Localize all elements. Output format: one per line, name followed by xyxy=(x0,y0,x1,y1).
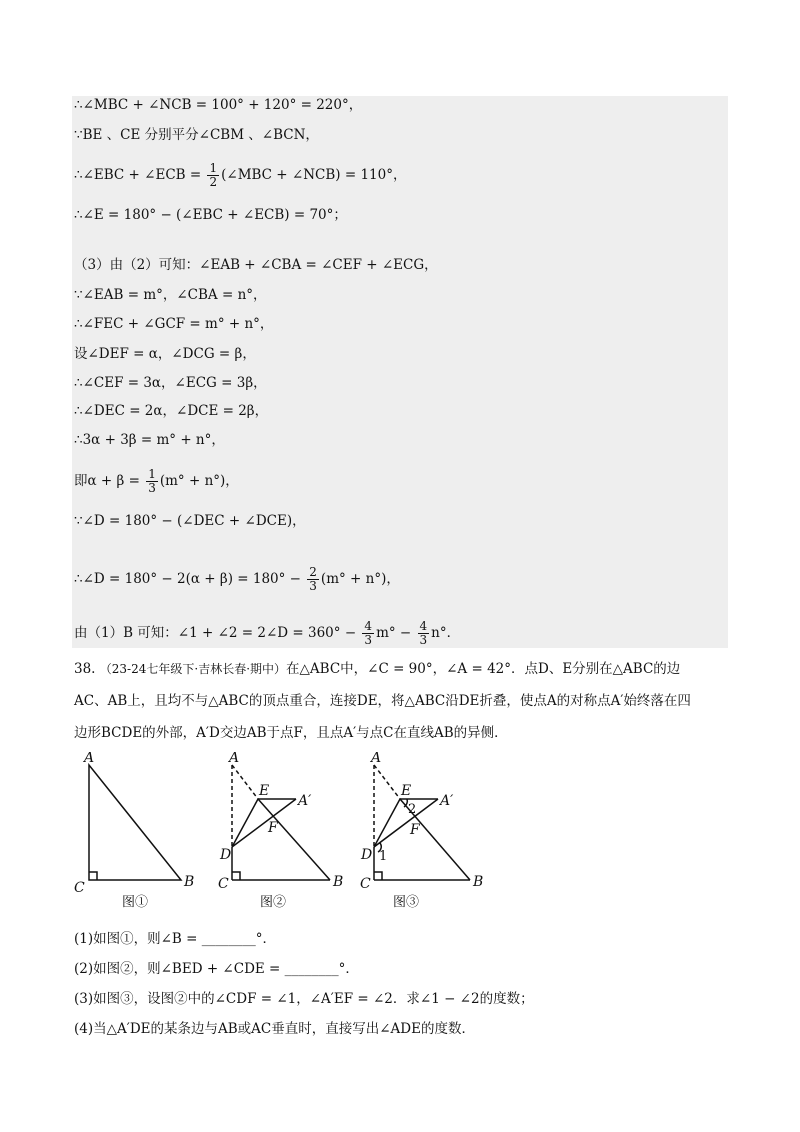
solution-line: ∵∠D = 180° − (∠DEC + ∠DCE)， xyxy=(74,513,306,529)
solution-line: 设∠DEF = α，∠DCG = β， xyxy=(74,346,256,362)
sub-question-1: (1)如图①，则∠B = ________°． xyxy=(74,931,276,947)
right-angle-mark xyxy=(232,872,240,880)
solution-line-text: m° − xyxy=(376,625,416,641)
solution-line-text: n°． xyxy=(431,625,461,641)
fraction: $\frac{4}{3}$ xyxy=(419,619,428,647)
fraction: $\frac{4}{3}$ xyxy=(364,619,373,647)
segment-eb xyxy=(258,799,330,880)
label-b: B xyxy=(333,874,344,890)
question-line: AC、AB上，且均不与△ABC的顶点重合，连接DE，将△ABC沿DE折叠，使点A的对称点A′始终落在四 xyxy=(74,693,691,709)
label-f: F xyxy=(268,820,278,836)
caption-fig3: 图③ xyxy=(393,895,420,910)
solution-line: ∴∠E = 180° − (∠EBC + ∠ECB) = 70°； xyxy=(74,207,347,223)
label-e: E xyxy=(401,783,412,799)
solution-line xyxy=(74,162,406,189)
question-line xyxy=(74,660,680,678)
label-b: B xyxy=(184,874,195,890)
solution-line-text: ∴∠D = 180° − 2(α + β) = 180° − xyxy=(74,571,306,587)
label-a: A xyxy=(84,752,95,766)
label-e: E xyxy=(259,783,270,799)
sub-question-3: (3)如图③，设图②中的∠CDF = ∠1，∠A′EF = ∠2．求∠1 − ∠2的度数； xyxy=(74,991,534,1007)
solution-line: （3）由（2）可知：∠EAB + ∠CBA = ∠CEF + ∠ECG， xyxy=(74,257,438,273)
label-angle-1: 1 xyxy=(379,849,388,864)
label-c: C xyxy=(74,880,85,896)
right-angle-mark xyxy=(89,872,97,880)
fold-dashed-ae xyxy=(374,765,400,799)
label-a: A xyxy=(229,752,240,766)
solution-line: ∵BE 、CE 分别平分∠CBM 、∠BCN， xyxy=(74,127,319,143)
solution-line xyxy=(74,620,460,647)
solution-line: ∴∠CEF = 3α，∠ECG = 3β， xyxy=(74,375,267,391)
label-a-prime: A′ xyxy=(298,793,312,809)
triangle-abc xyxy=(89,765,181,880)
caption-fig1: 图① xyxy=(122,895,149,910)
solution-line-text: (m° + n°)， xyxy=(159,473,239,489)
segment-de xyxy=(232,799,258,847)
segment-de xyxy=(374,799,400,847)
solution-line-text: ∴∠EBC + ∠ECB = xyxy=(74,167,206,183)
right-angle-mark xyxy=(374,872,382,880)
label-c: C xyxy=(218,876,229,892)
figures xyxy=(0,752,800,932)
solution-line-text: (m° + n°)， xyxy=(320,571,400,587)
label-d: D xyxy=(361,847,373,863)
solution-line: ∴∠MBC + ∠NCB = 100° + 120° = 220°， xyxy=(74,97,363,113)
caption-fig2: 图② xyxy=(260,895,287,910)
sub-question-4: (4)当△A′DE的某条边与AB或AC垂直时，直接写出∠ADE的度数． xyxy=(74,1021,475,1037)
solution-line xyxy=(74,566,400,593)
question-source: （23-24七年级下·吉林长春·期中） xyxy=(99,662,287,676)
question-number: 38. xyxy=(74,661,96,677)
solution-line: ∴3α + 3β = m° + n°， xyxy=(74,432,225,448)
solution-line-text: 由（1）B 可知：∠1 + ∠2 = 2∠D = 360° − xyxy=(74,625,361,641)
label-a-prime: A′ xyxy=(440,793,454,809)
solution-line-text: 即α + β = xyxy=(74,473,145,489)
label-f: F xyxy=(410,822,420,838)
label-b: B xyxy=(473,874,484,890)
solution-line xyxy=(74,468,239,495)
solution-line: ∵∠EAB = m°，∠CBA = n°， xyxy=(74,287,267,303)
sub-question-2: (2)如图②，则∠BED + ∠CDE = ________°． xyxy=(74,961,359,977)
fraction: $\frac{1}{3}$ xyxy=(148,467,156,495)
label-angle-2: 2 xyxy=(408,802,417,817)
label-c: C xyxy=(360,876,371,892)
solution-line: ∴∠DEC = 2α，∠DCE = 2β， xyxy=(74,403,269,419)
question-text: 在△ABC中，∠C = 90°，∠A = 42°．点D、E分别在△ABC的边 xyxy=(286,661,681,677)
fraction: $\frac{2}{3}$ xyxy=(309,565,317,593)
solution-line: ∴∠FEC + ∠GCF = m° + n°， xyxy=(74,316,274,332)
question-line: 边形BCDE的外部，A′D交边AB于点F，且点A′与点C在直线AB的异侧． xyxy=(74,725,508,741)
label-a: A xyxy=(371,752,382,766)
fraction: $\frac{1}{2}$ xyxy=(209,161,218,189)
solution-line-text: (∠MBC + ∠NCB) = 110°， xyxy=(221,167,407,183)
label-d: D xyxy=(220,847,232,863)
fold-dashed-ae xyxy=(232,765,258,799)
